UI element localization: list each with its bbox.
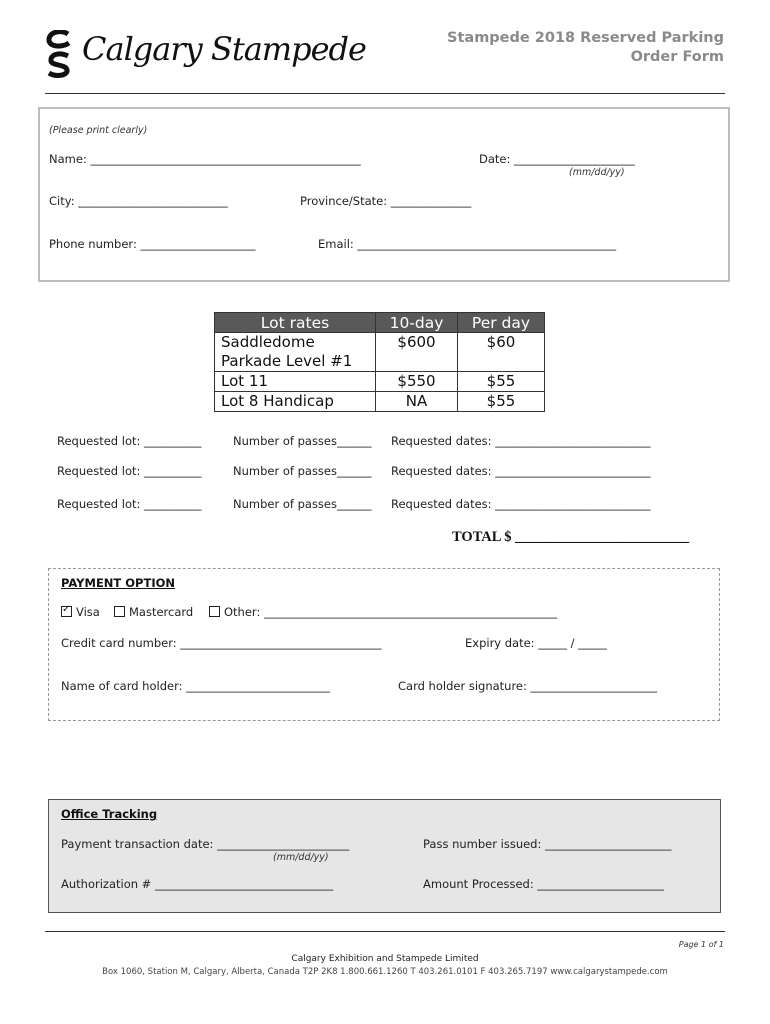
mastercard-option[interactable] — [114, 605, 193, 619]
form-title-line1: Stampede 2018 Reserved Parking — [447, 30, 724, 46]
payment-transaction-date-field[interactable]: Payment transaction date: _______________________ — [61, 837, 350, 851]
per-day-rate: $55 — [458, 392, 545, 412]
office-date-format-hint: (mm/dd/yy) — [273, 852, 329, 863]
number-of-passes-field-2[interactable]: Number of passes______ — [233, 464, 372, 478]
credit-card-number-field[interactable]: Credit card number: ___________________________________ — [61, 636, 382, 650]
phone-field[interactable]: Phone number: ____________________ — [49, 237, 256, 251]
calgary-stampede-logo-text: Calgary Stampede — [82, 30, 366, 68]
form-title-line2: Order Form — [630, 49, 724, 65]
lot-name: Lot 8 Handicap — [215, 392, 376, 412]
name-field[interactable]: Name: _______________________________________________ — [49, 152, 361, 166]
total-field[interactable]: TOTAL $ ________________________ — [452, 529, 690, 545]
per-day-rate: $60 — [458, 333, 545, 372]
mastercard-checkbox[interactable] — [114, 606, 125, 617]
ten-day-rate: $550 — [376, 372, 458, 392]
requested-dates-field-1[interactable]: Requested dates: ___________________________ — [391, 434, 651, 448]
cs-logo-mark — [46, 30, 72, 78]
lot-rates-table — [214, 312, 545, 412]
expiry-date-field[interactable]: Expiry date: _____ / _____ — [465, 636, 607, 650]
ten-day-rate: $600 — [376, 333, 458, 372]
requested-lot-field-1[interactable]: Requested lot: __________ — [57, 434, 202, 448]
city-field[interactable]: City: __________________________ — [49, 194, 228, 208]
per-day-rate: $55 — [458, 372, 545, 392]
requested-lot-field-3[interactable]: Requested lot: __________ — [57, 497, 202, 511]
table-row — [215, 333, 545, 372]
requested-dates-field-2[interactable]: Requested dates: ___________________________ — [391, 464, 651, 478]
amount-processed-field[interactable]: Amount Processed: ______________________ — [423, 877, 664, 891]
date-field[interactable]: Date: _____________________ — [479, 152, 635, 166]
authorization-number-field[interactable]: Authorization # _______________________________ — [61, 877, 334, 891]
header-lot-rates: Lot rates — [215, 313, 376, 333]
lot-name: Saddledome Parkade Level #1 — [215, 333, 376, 372]
other-label: Other: ___________________________________________________ — [224, 605, 558, 619]
visa-option[interactable] — [61, 605, 100, 619]
header-10-day: 10-day — [376, 313, 458, 333]
footer-address: Box 1060, Station M, Calgary, Alberta, Canada T2P 2K8 1.800.661.1260 T 403.261.0101 F 403.265.7197 www.calgarystampede.com — [102, 967, 668, 977]
rates-header-row — [215, 313, 545, 333]
header-divider — [45, 93, 725, 94]
lot-name: Lot 11 — [215, 372, 376, 392]
visa-label: Visa — [76, 605, 100, 619]
number-of-passes-field-1[interactable]: Number of passes______ — [233, 434, 372, 448]
form-title — [447, 29, 724, 67]
table-row — [215, 372, 545, 392]
payment-option-heading: PAYMENT OPTION — [61, 576, 176, 590]
print-clearly-note: (Please print clearly) — [49, 125, 148, 136]
pass-number-issued-field[interactable]: Pass number issued: ______________________ — [423, 837, 672, 851]
date-format-hint: (mm/dd/yy) — [569, 167, 625, 178]
requested-dates-field-3[interactable]: Requested dates: ___________________________ — [391, 497, 651, 511]
card-holder-signature-field[interactable]: Card holder signature: ______________________ — [398, 679, 658, 693]
other-checkbox[interactable] — [209, 606, 220, 617]
page-number: Page 1 of 1 — [678, 940, 724, 949]
province-state-field[interactable]: Province/State: ______________ — [300, 194, 472, 208]
ten-day-rate: NA — [376, 392, 458, 412]
header-per-day: Per day — [458, 313, 545, 333]
card-holder-name-field[interactable]: Name of card holder: _________________________ — [61, 679, 330, 693]
requested-lot-field-2[interactable]: Requested lot: __________ — [57, 464, 202, 478]
email-field[interactable]: Email: _____________________________________________ — [318, 237, 617, 251]
mastercard-label: Mastercard — [129, 605, 194, 619]
number-of-passes-field-3[interactable]: Number of passes______ — [233, 497, 372, 511]
visa-checkbox[interactable] — [61, 606, 72, 617]
footer-company: Calgary Exhibition and Stampede Limited — [291, 954, 479, 964]
other-option[interactable] — [209, 605, 557, 619]
footer-divider — [45, 931, 725, 932]
office-tracking-heading: Office Tracking — [61, 807, 158, 821]
table-row — [215, 392, 545, 412]
